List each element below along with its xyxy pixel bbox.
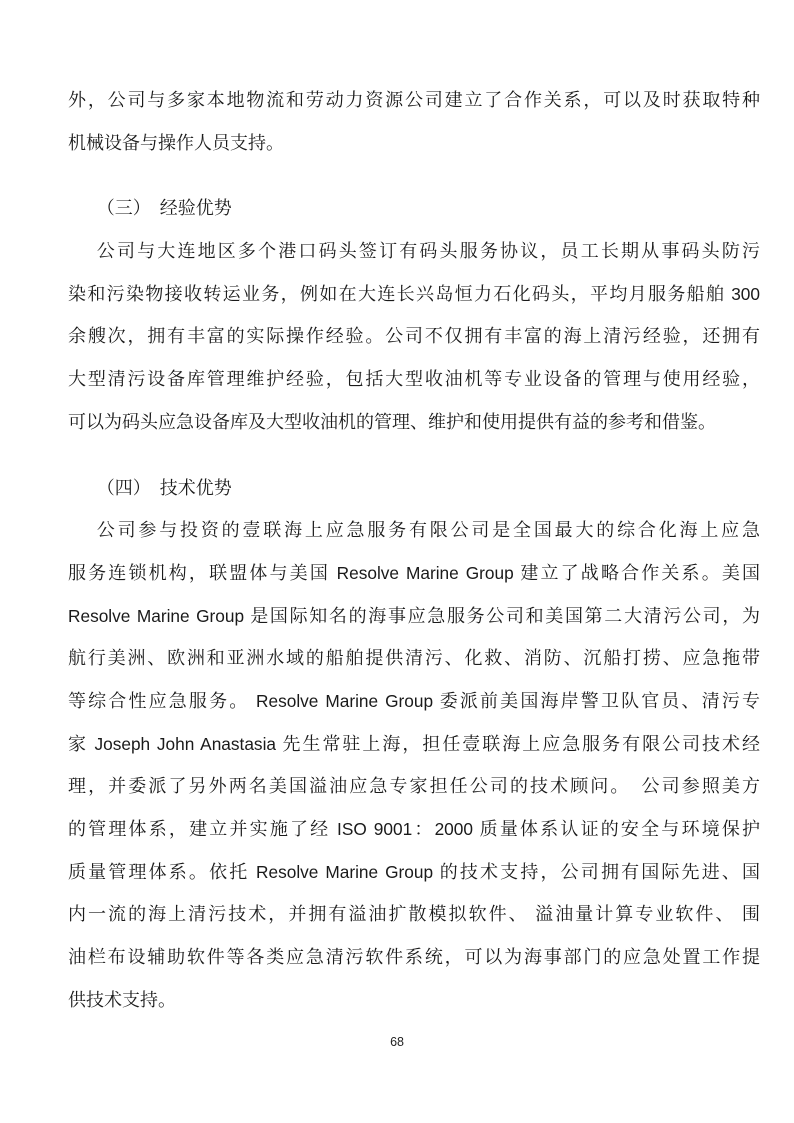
text-line: 油栏布设辅助软件等各类应急清污软件系统，可以为海事部门的应急处置工作提 [68, 947, 760, 968]
latin-text: ISO 9001 [337, 819, 413, 839]
text-line: 的管理体系，建立并实施了经 ISO 9001：2000 质量体系认证的安全与环境保护 [68, 819, 761, 839]
latin-text: Resolve Marine Group [256, 861, 434, 882]
section-heading [68, 187, 760, 230]
text-line: 等综合性应急服务。 Resolve Marine Group 委派前美国海岸警卫队官员、清污专 [68, 690, 761, 711]
text-line: 服务连锁机构，联盟体与美国 Resolve Marine Group 建立了战略合作关系。美国 [68, 562, 761, 583]
latin-text: Resolve Marine Group [336, 562, 514, 583]
section-heading [68, 467, 760, 510]
paragraph [68, 509, 760, 1021]
page-footer [0, 1034, 794, 1049]
text-line: 染和污染物接收转运业务，例如在大连长兴岛恒力石化码头，平均月服务船舶 300 [68, 283, 760, 304]
text-line: 内一流的海上清污技术，并拥有溢油扩散模拟软件、 溢油量计算专业软件、 围 [68, 904, 760, 925]
text-line: 余艘次，拥有丰富的实际操作经验。公司不仅拥有丰富的海上清污经验，还拥有 [68, 326, 760, 347]
latin-text: Resolve Marine Group [68, 605, 245, 626]
text-line: （四） 技术优势 [96, 477, 232, 498]
latin-text: Joseph John Anastasia [94, 733, 277, 754]
text-line: 公司参与投资的壹联海上应急服务有限公司是全国最大的综合化海上应急 [96, 520, 760, 541]
latin-text: 2000 [434, 819, 473, 839]
text-line: （三） 经验优势 [96, 198, 232, 219]
latin-text: 300 [731, 283, 760, 304]
text-line: 大型清污设备库管理维护经验，包括大型收油机等专业设备的管理与使用经验， [68, 369, 760, 390]
text-line: 供技术支持。 [68, 989, 176, 1010]
text-line: 机械设备与操作人员支持。 [68, 132, 284, 153]
text-line: 公司与大连地区多个港口码头签订有码头服务协议，员工长期从事码头防污 [96, 241, 760, 262]
text-line: 可以为码头应急设备库及大型收油机的管理、维护和使用提供有益的参考和借鉴。 [68, 411, 716, 432]
text-line: 质量管理体系。依托 Resolve Marine Group 的技术支持，公司拥有国际先进、国 [68, 861, 761, 882]
text-line: 家 Joseph John Anastasia 先生常驻上海，担任壹联海上应急服务有限公司技术经 [68, 733, 761, 754]
page-number: 68 [390, 1035, 404, 1049]
paragraph [68, 230, 760, 443]
latin-text: Resolve Marine Group [256, 690, 434, 711]
text-line: Resolve Marine Group 是国际知名的海事应急服务公司和美国第二大清污公司，为 [68, 605, 761, 626]
paragraph [68, 79, 760, 164]
text-line: 外，公司与多家本地物流和劳动力资源公司建立了合作关系，可以及时获取特种 [68, 90, 760, 110]
text-line: 航行美洲、欧洲和亚洲水域的船舶提供清污、化救、消防、沉船打捞、应急拖带 [68, 648, 760, 669]
text-line: 理，并委派了另外两名美国溢油应急专家担任公司的技术顾问。 公司参照美方 [68, 776, 760, 797]
